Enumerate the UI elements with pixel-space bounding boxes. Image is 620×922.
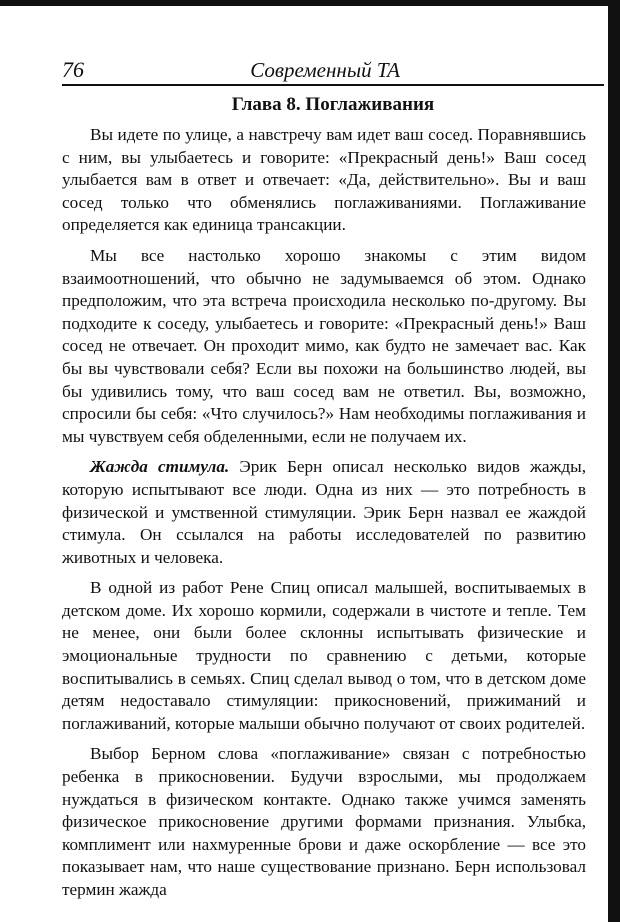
right-edge-shadow: [608, 0, 620, 922]
paragraph-4: [62, 577, 586, 735]
paragraph-1: [62, 124, 586, 237]
chapter-title: Глава 8. Поглаживания: [231, 94, 435, 115]
paragraph-4-text: В одной из работ Рене Спиц описал малышей, воспитываемых в детском доме. Их хорошо кормили, содержали в чистоте и тепле. Тем не менее, они были более склонны испытывать физические и эмоциональные трудности по сравнению с детьми, которые воспитывались в семьях. Спиц сделал вывод о том, что в детском доме детям недоставало стимуляции: прикосновений, прижиманий и поглаживаний, которые малыши обычно получают от своих родителей.: [62, 578, 586, 733]
paragraph-5: [62, 743, 586, 901]
body-text: [62, 124, 586, 910]
paragraph-2: [62, 245, 586, 448]
paragraph-5-text: Выбор Берном слова «поглаживание» связан с потребностью ребенка в прикосновении. Будучи взрослыми, мы продолжаем нуждаться в физическом контакте. Однако также учимся заменять физическое прикосновение другими формами признания. Улыбка, комплимент или нахмуренные брови и даже оскорбление — все это показывает нам, что наше существование признано. Берн использовал термин жажда: [62, 744, 586, 899]
running-title: Современный ТА: [250, 58, 400, 82]
top-border: [0, 0, 620, 6]
paragraph-1-text: Вы идете по улице, а навстречу вам идет ваш сосед. Поравнявшись с ним, вы улыбаетесь и говорите: «Прекрасный день!» Ваш сосед улыбается вам в ответ и отвечает: «Да, действительно». Вы и ваш сосед только что обменялись поглаживаниями. Поглаживание определяется как единица трансакции.: [62, 125, 586, 235]
paragraph-3-text: Эрик Берн описал несколько видов жажды, которую испытывают все люди. Одна из них — это потребность в физической и умственной стимуляции. Эрик Берн назвал ее жаждой стимула. Он ссылался на работы исследователей по развитию животных и человека.: [62, 457, 586, 567]
paragraph-3: [62, 456, 586, 569]
header-rule: [62, 84, 604, 86]
paragraph-2-text: Мы все настолько хорошо знакомы с этим видом взаимоотношений, что обычно не задумываемся об этом. Однако предположим, что эта встреча происходила несколько по-другому. Вы подходите к соседу, улыбаетесь и говорите: «Прекрасный день!» Ваш сосед не отвечает. Он проходит мимо, как будто не замечает вас. Как бы вы чувствовали себя? Если вы похожи на большинство людей, вы бы удивились тому, что ваш сосед вам не ответил. Вы, возможно, спросили бы себя: «Что случилось?» Нам необходимы поглаживания и мы чувствуем себя обделенными, если не получаем их.: [62, 245, 586, 446]
paragraph-3-lead: Жажда стимула.: [90, 457, 230, 477]
page-header: [62, 56, 604, 84]
page-number: 76: [62, 57, 84, 82]
